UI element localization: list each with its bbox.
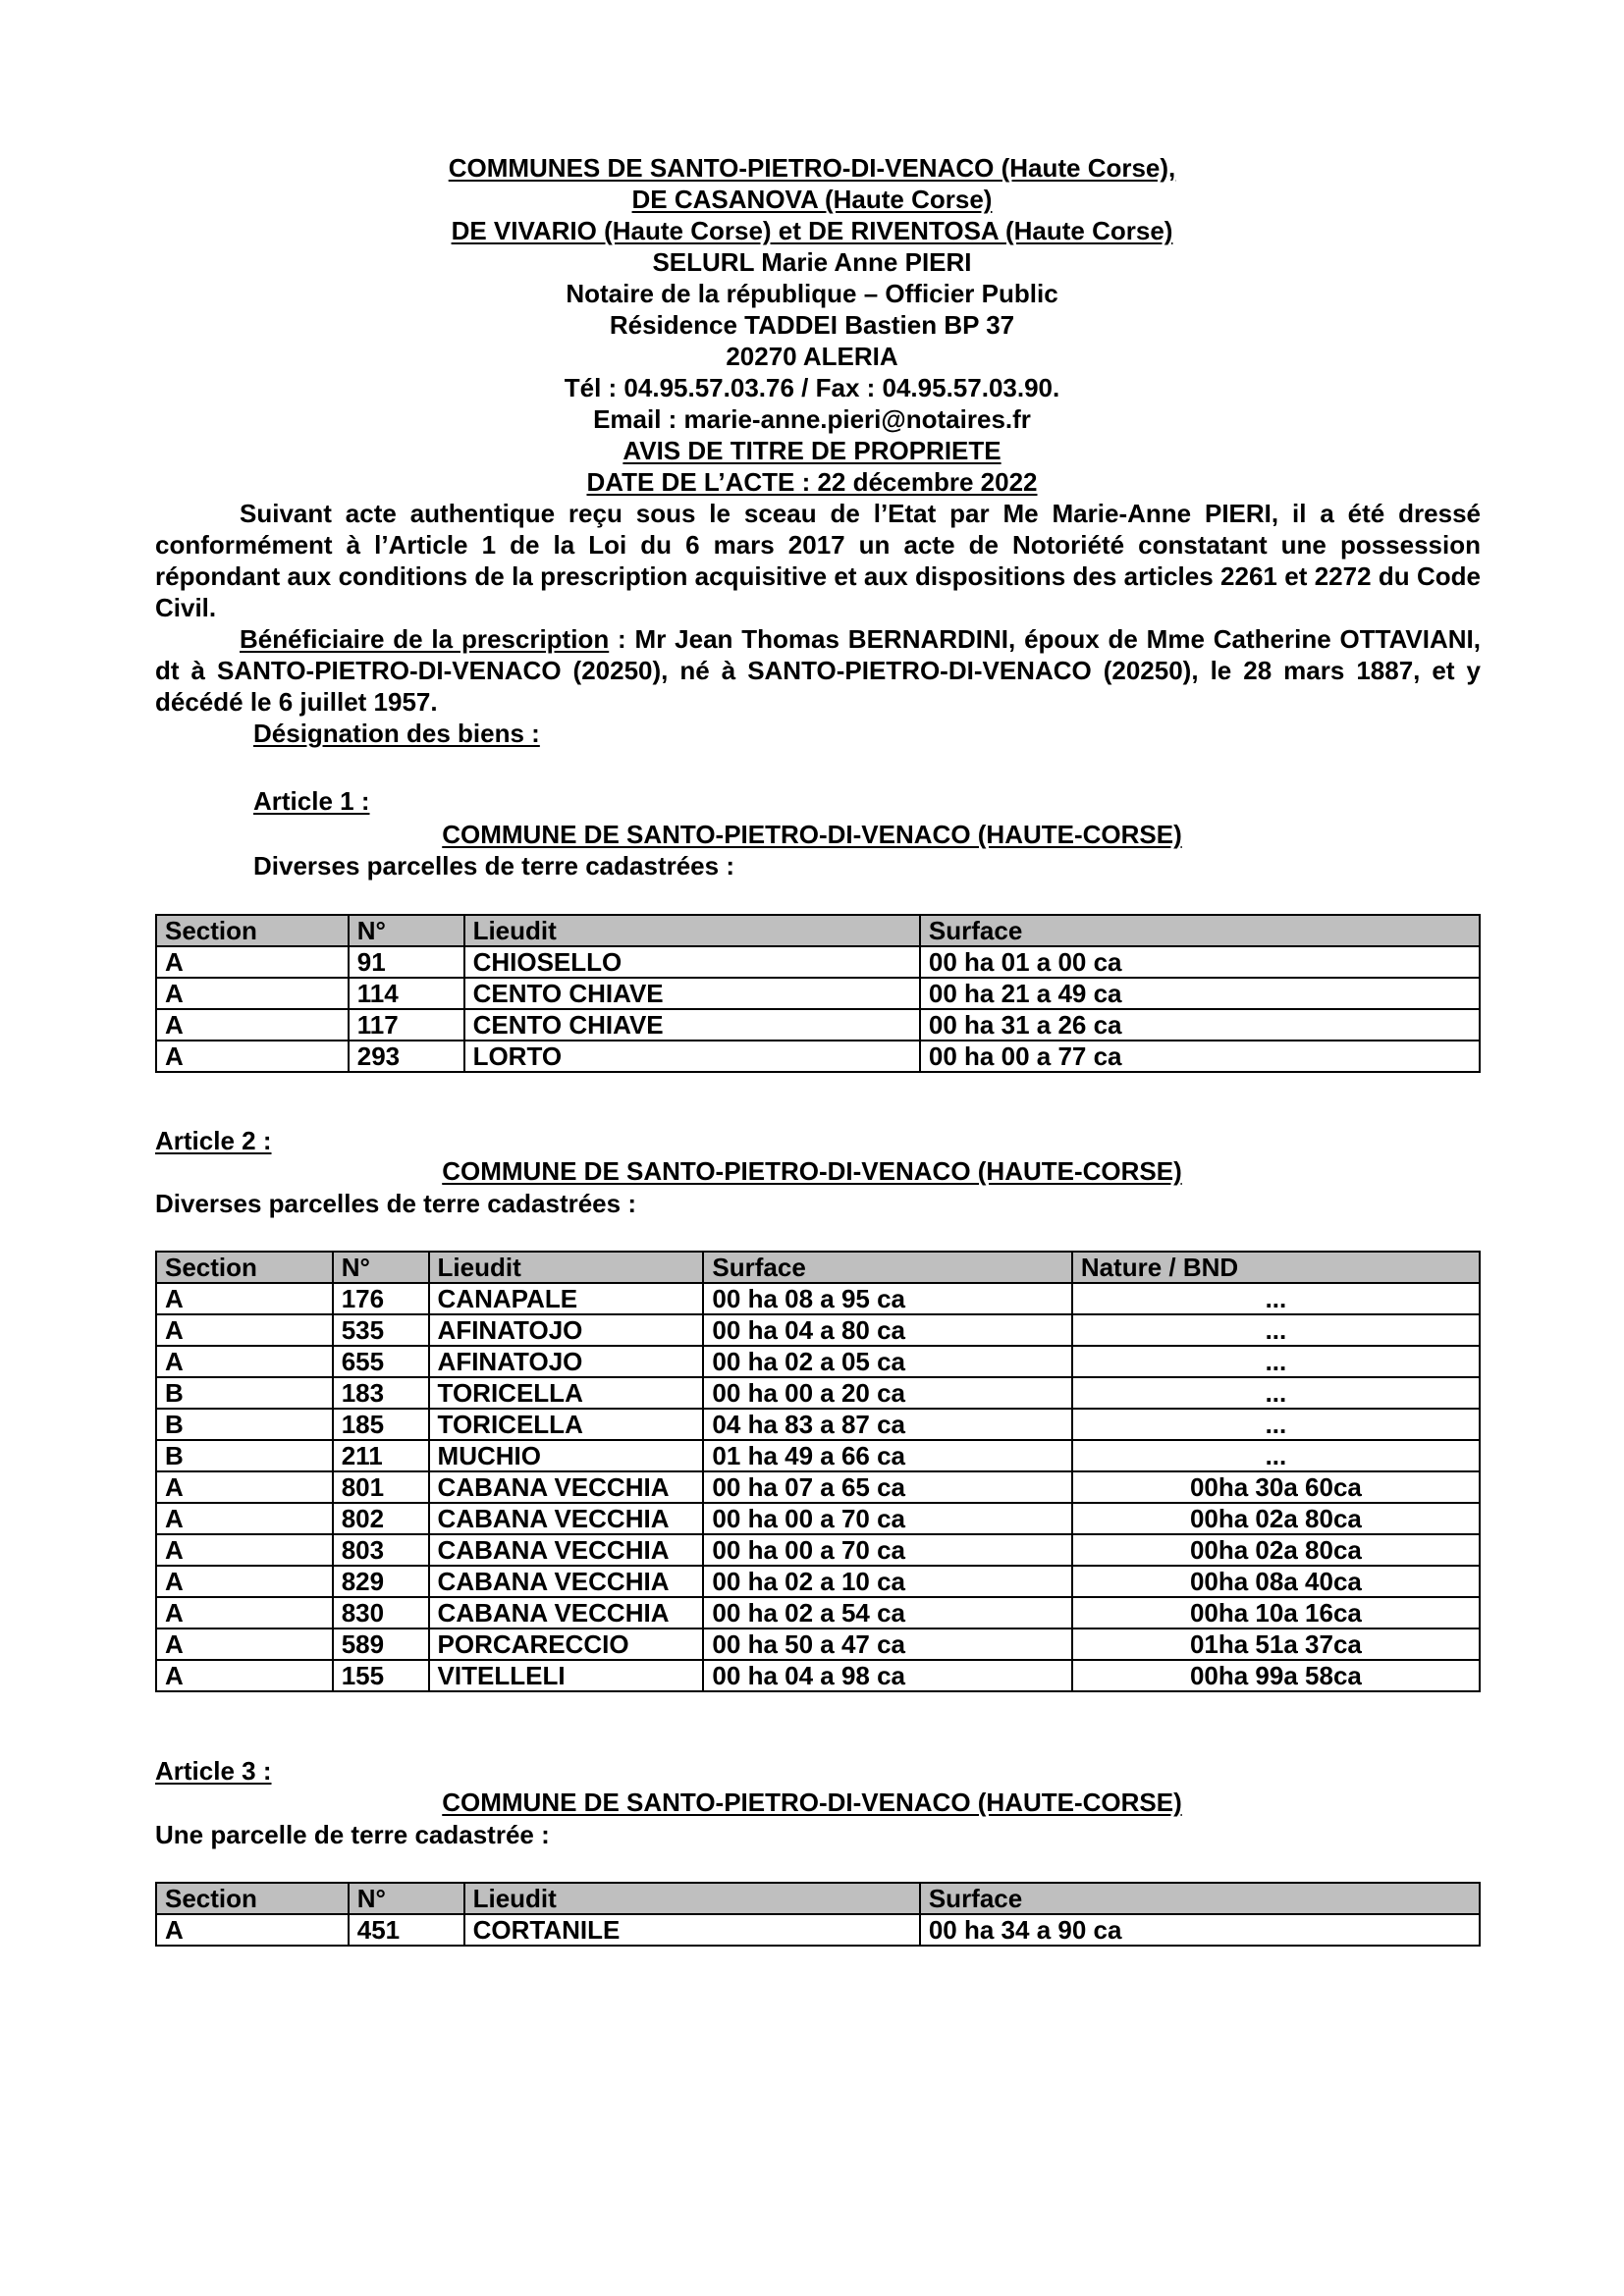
table-cell: 00ha 08a 40ca	[1072, 1566, 1480, 1597]
table-cell: 00 ha 07 a 65 ca	[703, 1471, 1071, 1503]
table-cell: TORICELLA	[429, 1409, 704, 1440]
table-cell: 00 ha 01 a 00 ca	[920, 946, 1480, 978]
article-1-label: Article 1 :	[253, 786, 370, 816]
table-cell: 00ha 10a 16ca	[1072, 1597, 1480, 1629]
table-cell: 01 ha 49 a 66 ca	[703, 1440, 1071, 1471]
table-cell: LORTO	[464, 1041, 920, 1072]
table-cell: ...	[1072, 1377, 1480, 1409]
table-cell: 803	[333, 1534, 429, 1566]
table-cell: 00ha 02a 80ca	[1072, 1503, 1480, 1534]
table-cell: 451	[349, 1914, 464, 1946]
table-row	[156, 1314, 1480, 1346]
column-header: Section	[156, 1883, 349, 1914]
article-1-subtitle: Diverses parcelles de terre cadastrées :	[253, 851, 734, 881]
table-cell: 04 ha 83 a 87 ca	[703, 1409, 1071, 1440]
column-header: Lieudit	[429, 1252, 704, 1283]
table-cell: A	[156, 978, 349, 1009]
notice-title: AVIS DE TITRE DE PROPRIETE	[623, 436, 1001, 465]
table-cell: 00 ha 50 a 47 ca	[703, 1629, 1071, 1660]
table-cell: A	[156, 1471, 333, 1503]
column-header: N°	[349, 1883, 464, 1914]
beneficiary-text: : Mr Jean Thomas BERNARDINI, époux de Mme Catherine OTTAVIANI, dt à SANTO-PIETRO-DI-VENACO (20250), né à SANTO-PIETRO-DI-VENACO (20250), le 28 mars 1887, et y décédé le 6 juillet 1957.	[155, 624, 1481, 717]
table-row	[156, 1377, 1480, 1409]
table-cell: CENTO CHIAVE	[464, 978, 920, 1009]
table-cell: 01ha 51a 37ca	[1072, 1629, 1480, 1660]
table-row	[156, 1914, 1480, 1946]
table-row	[156, 1346, 1480, 1377]
table-cell: 293	[349, 1041, 464, 1072]
table-cell: ...	[1072, 1409, 1480, 1440]
table-cell: ...	[1072, 1440, 1480, 1471]
article-2-parcel-table	[155, 1251, 1481, 1692]
article-2-label: Article 2 :	[155, 1126, 272, 1155]
table-cell: CENTO CHIAVE	[464, 1009, 920, 1041]
table-cell: 829	[333, 1566, 429, 1597]
table-row	[156, 1503, 1480, 1534]
table-cell: 155	[333, 1660, 429, 1691]
table-row	[156, 1566, 1480, 1597]
table-row	[156, 1597, 1480, 1629]
header-residence: Résidence TADDEI Bastien BP 37	[609, 310, 1015, 340]
table-cell: CHIOSELLO	[464, 946, 920, 978]
table-cell: 830	[333, 1597, 429, 1629]
table-cell: 114	[349, 978, 464, 1009]
table-cell: A	[156, 1346, 333, 1377]
article-2-subtitle: Diverses parcelles de terre cadastrées :	[155, 1189, 636, 1218]
table-cell: 00 ha 04 a 80 ca	[703, 1314, 1071, 1346]
table-row	[156, 978, 1480, 1009]
column-header: Nature / BND	[1072, 1252, 1480, 1283]
table-row	[156, 1283, 1480, 1314]
table-cell: A	[156, 1314, 333, 1346]
header-communes-line-3: DE VIVARIO (Haute Corse) et DE RIVENTOSA (Haute Corse)	[451, 216, 1173, 245]
table-row	[156, 1041, 1480, 1072]
table-cell: A	[156, 1629, 333, 1660]
table-row	[156, 1471, 1480, 1503]
table-cell: A	[156, 1566, 333, 1597]
article-3-commune: COMMUNE DE SANTO-PIETRO-DI-VENACO (HAUTE-CORSE)	[442, 1788, 1182, 1817]
table-cell: 00 ha 02 a 54 ca	[703, 1597, 1071, 1629]
table-cell: A	[156, 1914, 349, 1946]
table-cell: 00ha 02a 80ca	[1072, 1534, 1480, 1566]
column-header: Lieudit	[464, 915, 920, 946]
table-cell: ...	[1072, 1314, 1480, 1346]
table-cell: 211	[333, 1440, 429, 1471]
table-cell: 589	[333, 1629, 429, 1660]
table-cell: B	[156, 1409, 333, 1440]
table-cell: 00 ha 00 a 70 ca	[703, 1503, 1071, 1534]
table-cell: CABANA VECCHIA	[429, 1503, 704, 1534]
table-row	[156, 1660, 1480, 1691]
table-cell: CABANA VECCHIA	[429, 1566, 704, 1597]
table-row	[156, 1409, 1480, 1440]
table-cell: A	[156, 1597, 333, 1629]
table-cell: 00ha 99a 58ca	[1072, 1660, 1480, 1691]
table-cell: ...	[1072, 1346, 1480, 1377]
table-cell: 00 ha 31 a 26 ca	[920, 1009, 1480, 1041]
table-cell: 00 ha 02 a 10 ca	[703, 1566, 1071, 1597]
table-cell: 00 ha 04 a 98 ca	[703, 1660, 1071, 1691]
column-header: N°	[349, 915, 464, 946]
article-1-commune: COMMUNE DE SANTO-PIETRO-DI-VENACO (HAUTE-CORSE)	[442, 820, 1182, 849]
header-communes-line-2: DE CASANOVA (Haute Corse)	[631, 185, 993, 214]
table-cell: 00 ha 00 a 77 ca	[920, 1041, 1480, 1072]
header-email: Email : marie-anne.pieri@notaires.fr	[593, 404, 1031, 434]
table-cell: 00 ha 08 a 95 ca	[703, 1283, 1071, 1314]
beneficiary-paragraph	[155, 623, 1481, 718]
designation-heading: Désignation des biens :	[253, 719, 540, 748]
header-phone-fax: Tél : 04.95.57.03.76 / Fax : 04.95.57.03.90.	[564, 373, 1060, 402]
table-cell: A	[156, 1534, 333, 1566]
table-cell: 00 ha 02 a 05 ca	[703, 1346, 1071, 1377]
column-header: Surface	[920, 915, 1480, 946]
table-cell: 00 ha 00 a 20 ca	[703, 1377, 1071, 1409]
table-cell: CANAPALE	[429, 1283, 704, 1314]
article-3-label: Article 3 :	[155, 1756, 272, 1786]
table-cell: 802	[333, 1503, 429, 1534]
table-cell: 176	[333, 1283, 429, 1314]
table-cell: VITELLELI	[429, 1660, 704, 1691]
table-cell: CABANA VECCHIA	[429, 1597, 704, 1629]
table-cell: B	[156, 1377, 333, 1409]
table-cell: 185	[333, 1409, 429, 1440]
column-header: Surface	[703, 1252, 1071, 1283]
table-cell: 00 ha 00 a 70 ca	[703, 1534, 1071, 1566]
intro-text: Suivant acte authentique reçu sous le sceau de l’Etat par Me Marie-Anne PIERI, il a été dressé conformément à l’Article 1 de la Loi du 6 mars 2017 un acte de Notoriété constatant une possession répondant aux conditions de la prescription acquisitive et aux dispositions des articles 2261 et 2272 du Code Civil.	[155, 499, 1481, 622]
table-cell: AFINATOJO	[429, 1346, 704, 1377]
act-date: DATE DE L’ACTE : 22 décembre 2022	[586, 467, 1038, 497]
table-cell: A	[156, 1503, 333, 1534]
table-cell: A	[156, 1009, 349, 1041]
article-2-commune: COMMUNE DE SANTO-PIETRO-DI-VENACO (HAUTE-CORSE)	[442, 1156, 1182, 1186]
document-header	[0, 152, 1624, 498]
article-3-parcel-table	[155, 1882, 1481, 1947]
article-3-subtitle: Une parcelle de terre cadastrée :	[155, 1820, 550, 1849]
table-cell: 183	[333, 1377, 429, 1409]
table-cell: TORICELLA	[429, 1377, 704, 1409]
table-cell: 00 ha 34 a 90 ca	[920, 1914, 1480, 1946]
table-cell: ...	[1072, 1283, 1480, 1314]
table-cell: CORTANILE	[464, 1914, 920, 1946]
table-cell: 91	[349, 946, 464, 978]
beneficiary-label: Bénéficiaire de la prescription	[240, 624, 610, 654]
intro-paragraph	[155, 498, 1481, 623]
column-header: Surface	[920, 1883, 1480, 1914]
table-row	[156, 946, 1480, 978]
table-cell: 801	[333, 1471, 429, 1503]
table-cell: CABANA VECCHIA	[429, 1471, 704, 1503]
header-communes-line-1: COMMUNES DE SANTO-PIETRO-DI-VENACO (Haute Corse),	[448, 153, 1176, 183]
table-cell: 535	[333, 1314, 429, 1346]
table-cell: PORCARECCIO	[429, 1629, 704, 1660]
table-cell: A	[156, 1283, 333, 1314]
table-cell: 00 ha 21 a 49 ca	[920, 978, 1480, 1009]
table-cell: 117	[349, 1009, 464, 1041]
article-1-parcel-table	[155, 914, 1481, 1073]
column-header: Section	[156, 1252, 333, 1283]
table-row	[156, 1629, 1480, 1660]
table-cell: CABANA VECCHIA	[429, 1534, 704, 1566]
table-cell: A	[156, 946, 349, 978]
header-notary-office: SELURL Marie Anne PIERI	[652, 247, 972, 277]
table-cell: B	[156, 1440, 333, 1471]
table-cell: AFINATOJO	[429, 1314, 704, 1346]
table-cell: A	[156, 1041, 349, 1072]
header-city: 20270 ALERIA	[726, 342, 898, 371]
table-cell: MUCHIO	[429, 1440, 704, 1471]
table-cell: 655	[333, 1346, 429, 1377]
column-header: Section	[156, 915, 349, 946]
header-notary-title: Notaire de la république – Officier Public	[566, 279, 1058, 308]
table-row	[156, 1440, 1480, 1471]
column-header: N°	[333, 1252, 429, 1283]
table-cell: 00ha 30a 60ca	[1072, 1471, 1480, 1503]
column-header: Lieudit	[464, 1883, 920, 1914]
table-row	[156, 1009, 1480, 1041]
table-row	[156, 1534, 1480, 1566]
table-cell: A	[156, 1660, 333, 1691]
